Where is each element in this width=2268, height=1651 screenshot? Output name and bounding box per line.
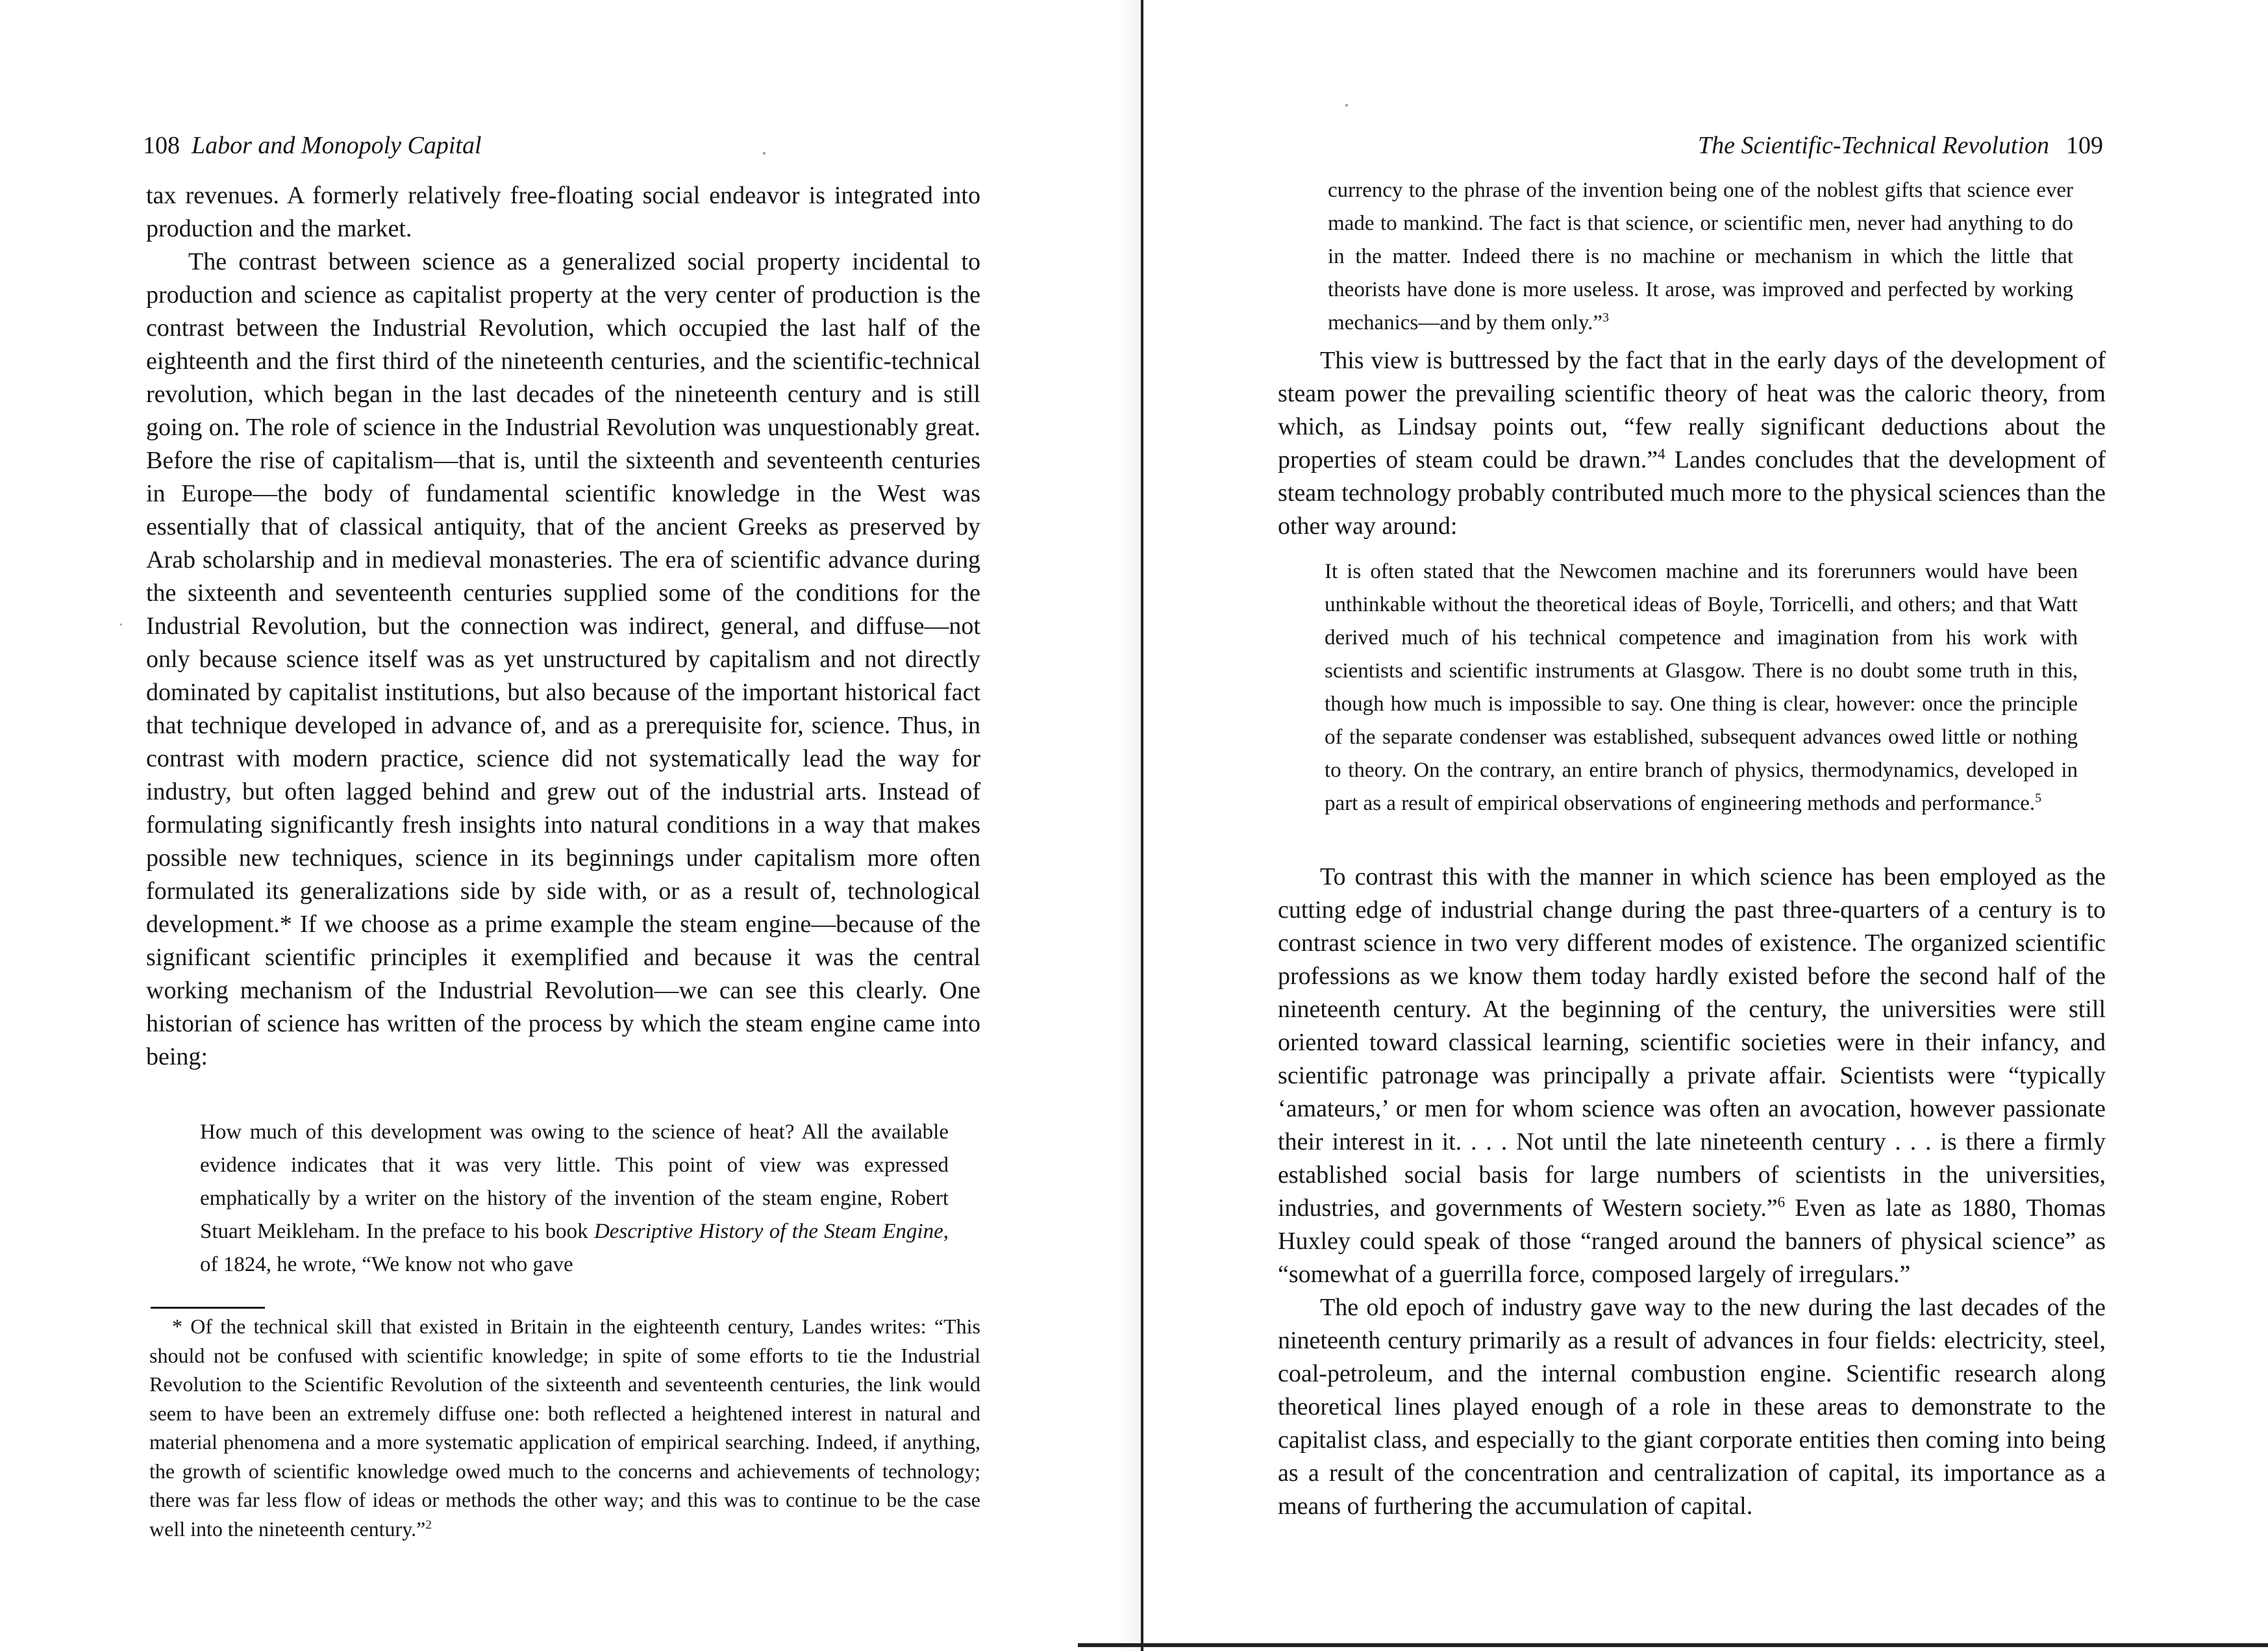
quote-text: currency to the phrase of the invention being one of the noblest gifts that science ever made to mankind. The fact is that science, or scientific men, never had anything to do in the matter. Indeed there is no machine or mechanism in which the little that theorists have done is more useless. It arose, was improved and perfected by working mechanics—and by them only.” — [1328, 179, 2073, 334]
paragraph-text: To contrast this with the manner in which science has been employed as the cutting edge of industrial change during the past three-quarters of a century is to contrast science in two very different modes of existence. The organized scientific professions as we know them today hardly existed before the second half of the nineteenth century. At the beginning of the century, the universities were still oriented toward classical learning, scientific societies were in their infancy, and scientific patronage was principally a private affair. Scientists were “typically ‘amateurs,’ or men for whom science was often an avocation, however passionate their interest in it. . . . Not until the late nineteenth century . . . is there a firmly established social basis for large numbers of scientists in the universities, industries, and governments of Western society.” — [1278, 863, 2106, 1222]
paragraph-text: Even as late as 1880, Thomas Huxley could speak of those “ranged around the banners of physical science” as “somewhat of a guerrilla force, composed largely of irregulars.” — [1278, 1194, 2106, 1288]
note-reference: 2 — [425, 1517, 432, 1531]
paragraph: The contrast between science as a generalized social property incidental to production and science as capitalist property at the very center of production is the contrast between the Industrial Revolution, which occupied the last half of the eighteenth and the first third of the nineteenth centuries, and the scientific-technical revolution, which began in the last decades of the nineteenth century and is still going on. The role of science in the Industrial Revolution was unquestionably great. Before the rise of capitalism—that is, until the sixteenth and seventeenth centuries in Europe—the body of fundamental scientific knowledge in the West was essentially that of classical antiquity, that of the ancient Greeks as preserved by Arab scholarship and in medieval monasteries. The era of scientific advance during the sixteenth and seventeenth centuries supplied some of the conditions for the Industrial Revolution, but the connection was indirect, general, and diffuse—not only because science itself was as yet unstructured by capitalism and not directly dominated by capitalist institutions, but also because of the important historical fact that technique developed in advance of, and as a prerequisite for, science. Thus, in contrast with modern practice, science did not systematically lead the way for industry, but often lagged behind and grew out of the industrial arts. Instead of formulating significantly fresh insights into natural conditions in a way that makes possible new techniques, science in its beginnings under capitalism more often formulated its generalizations side by side with, or as a result of, technological development.* If we choose as a prime example the steam engine—because of the significant scientific principles it exemplified and because it was the central working mechanism of the Industrial Revolution—we can see this clearly. One historian of science has written of the process by which the steam engine came into being: — [146, 248, 980, 1070]
paragraph — [1278, 344, 2106, 543]
block-quote — [1325, 555, 2078, 820]
block-quote — [200, 1116, 949, 1281]
book-title: Descriptive History of the Steam Engine — [593, 1220, 943, 1243]
note-reference: 3 — [1602, 310, 1609, 325]
quote-text: How much of this development was owing to the science of heat? All the available evidence indicates that it was very little. This point of view was expressed emphatically by a writer on the history of the invention of the steam engine, Robert Stuart Meikleham. In the preface to his book — [200, 1120, 949, 1243]
right-body-text-lower — [1278, 861, 2106, 1523]
right-page-number: 109 — [2066, 132, 2104, 159]
quote-continuation — [1328, 174, 2073, 340]
paragraph — [1278, 861, 2106, 1291]
note-reference: 5 — [2035, 791, 2041, 805]
note-reference: 6 — [1777, 1194, 1786, 1211]
quote-text: It is often stated that the Newcomen machine and its forerunners would have been unthinkable without the theoretical ideas of Boyle, Torricelli, and others; and that Watt derived much of his technical competence and imagination from his work with scientists and scientific instruments at Glasgow. There is no doubt some truth in this, though how much is impossible to say. One thing is clear, however: once the principle of the separate condenser was established, subsequent advances owed little or nothing to theory. On the contrary, an entire branch of physics, thermodynamics, developed in part as a result of empirical observations of engineering methods and performance. — [1325, 560, 2078, 815]
gutter-shadow — [1117, 0, 1143, 1651]
left-page-number: 108 — [143, 132, 180, 159]
quote-text: , of 1824, he wrote, “We know not who gave — [200, 1220, 949, 1276]
paragraph: tax revenues. A formerly relatively free-floating social endeavor is integrated into production and the market. — [146, 182, 980, 242]
left-running-title: Labor and Monopoly Capital — [192, 132, 482, 159]
scan-speck — [1345, 104, 1348, 107]
paragraph: The old epoch of industry gave way to the new during the last decades of the nineteenth century primarily as a result of advances in four fields: electricity, steel, coal-petroleum, and the internal combustion engine. Scientific research along theoretical lines played enough of a role in these areas to demonstrate to the capitalist class, and especially to the giant corporate entities then coming into being as a result of the concentration and centralization of capital, its importance as a means of furthering the accumulation of capital. — [1278, 1294, 2106, 1520]
left-running-head — [143, 130, 482, 161]
footnote-rule — [151, 1307, 265, 1309]
left-page — [0, 0, 1117, 1651]
right-running-head — [1698, 130, 2103, 161]
right-running-title: The Scientific-Technical Revolution — [1698, 132, 2050, 159]
footnote — [149, 1312, 980, 1543]
book-spine-line — [1141, 0, 1143, 1651]
left-body-text — [146, 179, 980, 1074]
scan-bottom-edge — [1078, 1643, 2268, 1647]
paragraph-text: Landes concludes that the development of steam technology probably contributed much more to the physical sciences than the other way around: — [1278, 446, 2106, 540]
right-body-text — [1278, 344, 2106, 543]
paragraph-text: This view is buttressed by the fact that in the early days of the development of steam power the prevailing scientific theory of heat was the caloric theory, from which, as Lindsay points out, “few really significant deductions about the properties of steam could be drawn.” — [1278, 347, 2106, 473]
footnote-text: * Of the technical skill that existed in Britain in the eighteenth century, Landes writes: “This should not be confused with scientific knowledge; in spite of some efforts to tie the Industrial Revolution to the Scientific Revolution of the sixteenth and seventeenth centuries, the link would seem to have been an extremely diffuse one: both reflected a heightened interest in natural and material phenomena and a more systematic application of empirical searching. Indeed, if anything, the growth of scientific knowledge owed much to the concerns and achievements of technology; there was far less flow of ideas or methods the other way; and this was to continue to be the case well into the nineteenth century.” — [149, 1315, 980, 1541]
note-reference: 4 — [1658, 446, 1665, 462]
